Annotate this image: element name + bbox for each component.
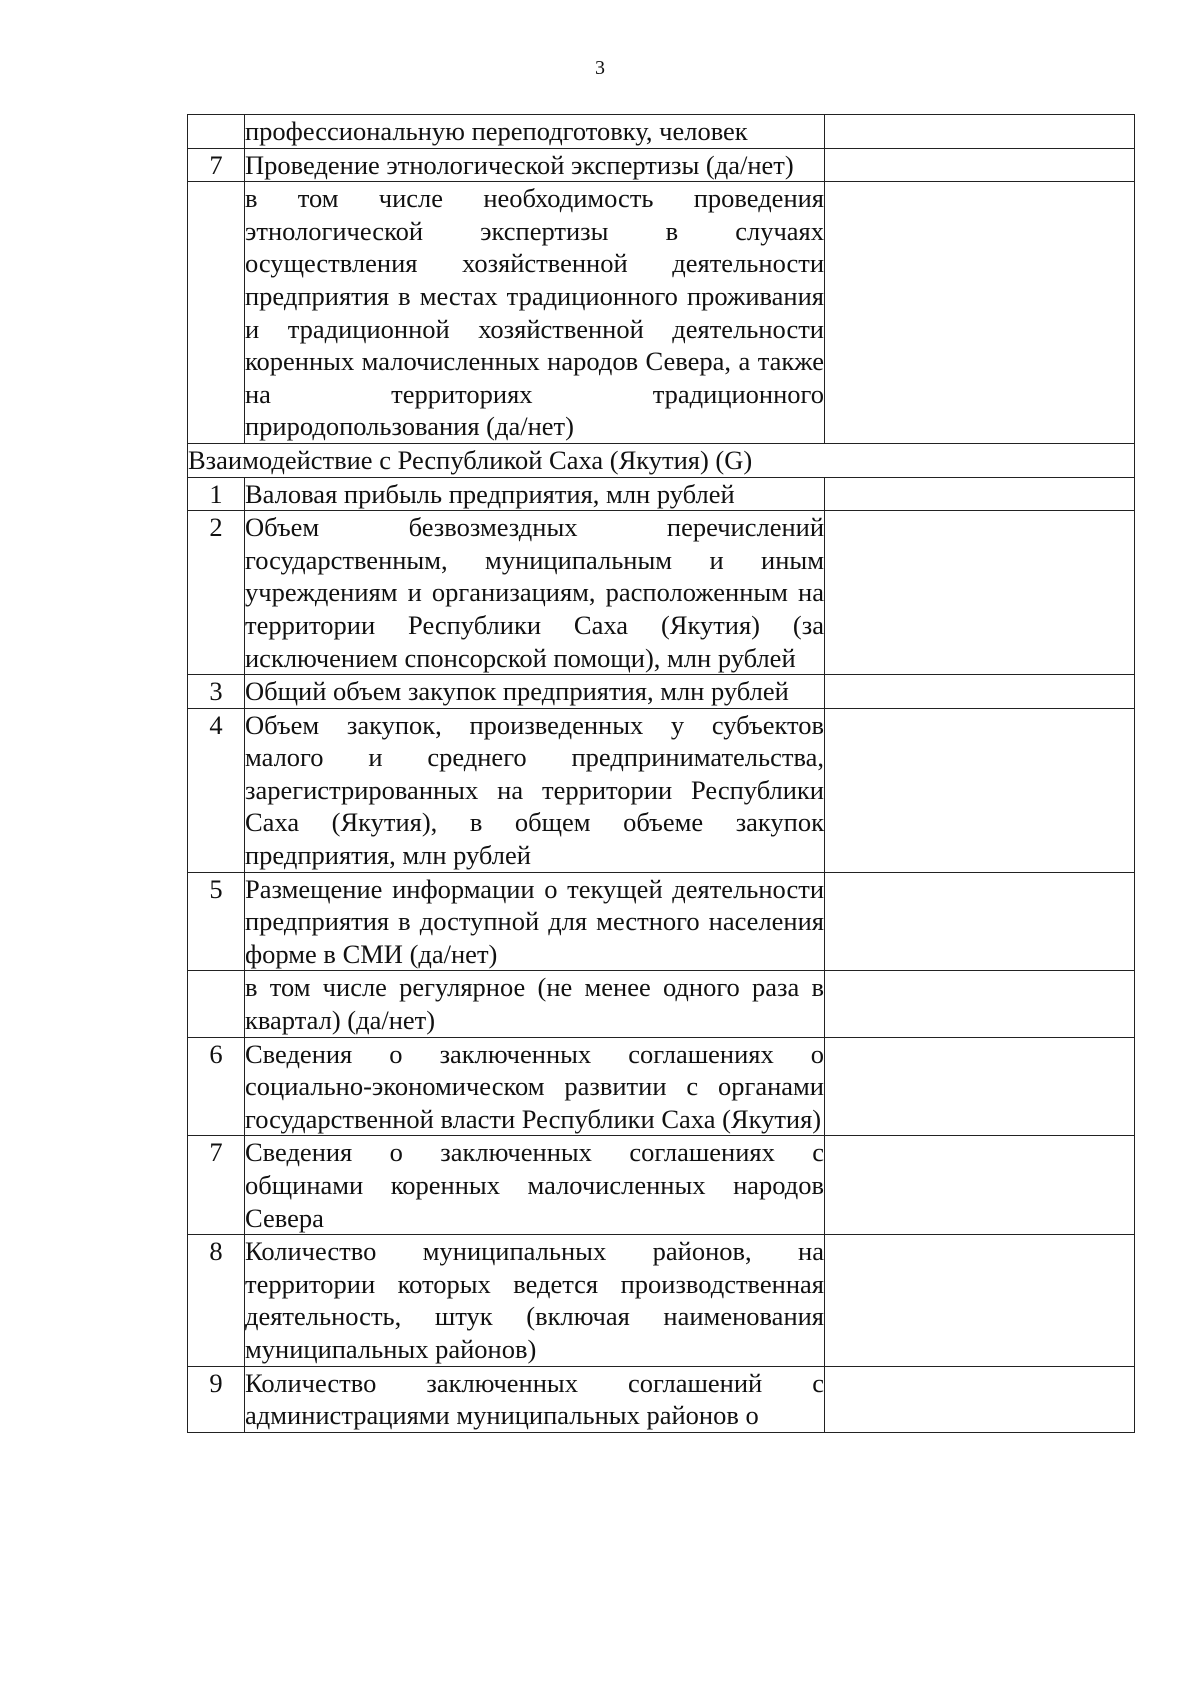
table-row xyxy=(188,971,1135,1037)
row-number: 8 xyxy=(188,1235,245,1366)
row-value xyxy=(825,511,1135,675)
section-title: Взаимодействие с Республикой Саха (Якутия) (G) xyxy=(188,443,1135,477)
indicators-table xyxy=(187,114,1135,1433)
row-value xyxy=(825,1037,1135,1136)
table-row xyxy=(188,511,1135,675)
row-value xyxy=(825,971,1135,1037)
table-row xyxy=(188,1235,1135,1366)
row-value xyxy=(825,148,1135,182)
table-row xyxy=(188,1136,1135,1235)
row-number: 7 xyxy=(188,1136,245,1235)
section-header-row xyxy=(188,443,1135,477)
table-row xyxy=(188,477,1135,511)
row-text: Количество заключенных соглашений с администрациями муниципальных районов о xyxy=(245,1366,825,1432)
row-value xyxy=(825,708,1135,872)
row-text: Сведения о заключенных соглашениях с общинами коренных малочисленных народов Севера xyxy=(245,1136,825,1235)
table-row xyxy=(188,115,1135,149)
table-row xyxy=(188,675,1135,709)
row-text: Общий объем закупок предприятия, млн рублей xyxy=(245,675,825,709)
row-number: 2 xyxy=(188,511,245,675)
table-row xyxy=(188,872,1135,971)
row-number: 9 xyxy=(188,1366,245,1432)
row-text: Объем закупок, произведенных у субъектов малого и среднего предпринимательства, зарегистрированных на территории Республики Саха (Якутия), в общем объеме закупок предприятия, млн рублей xyxy=(245,708,825,872)
table-row xyxy=(188,1037,1135,1136)
row-value xyxy=(825,1366,1135,1432)
row-value xyxy=(825,182,1135,444)
row-number: 4 xyxy=(188,708,245,872)
row-text: Проведение этнологической экспертизы (да/нет) xyxy=(245,148,825,182)
row-text: Сведения о заключенных соглашениях о социально-экономическом развитии с органами государственной власти Республики Саха (Якутия) xyxy=(245,1037,825,1136)
row-value xyxy=(825,675,1135,709)
table-row xyxy=(188,182,1135,444)
row-number: 6 xyxy=(188,1037,245,1136)
row-number: 1 xyxy=(188,477,245,511)
row-number xyxy=(188,182,245,444)
row-value xyxy=(825,872,1135,971)
row-text: Размещение информации о текущей деятельности предприятия в доступной для местного населения форме в СМИ (да/нет) xyxy=(245,872,825,971)
row-number: 7 xyxy=(188,148,245,182)
row-text: в том числе необходимость проведения этнологической экспертизы в случаях осуществления хозяйственной деятельности предприятия в местах традиционного проживания и традиционной хозяйственной деятельности коренных малочисленных народов Севера, а также на территориях традиционного природопользования (да/нет) xyxy=(245,182,825,444)
row-value xyxy=(825,1136,1135,1235)
row-text: Объем безвозмездных перечислений государственным, муниципальным и иным учреждениям и организациям, расположенным на территории Республики Саха (Якутия) (за исключением спонсорской помощи), млн рублей xyxy=(245,511,825,675)
row-text: в том числе регулярное (не менее одного раза в квартал) (да/нет) xyxy=(245,971,825,1037)
table-row xyxy=(188,708,1135,872)
table-row xyxy=(188,1366,1135,1432)
row-text: Количество муниципальных районов, на территории которых ведется производственная деятельность, штук (включая наименования муниципальных районов) xyxy=(245,1235,825,1366)
row-number xyxy=(188,971,245,1037)
row-number: 5 xyxy=(188,872,245,971)
row-number xyxy=(188,115,245,149)
row-text: профессиональную переподготовку, человек xyxy=(245,115,825,149)
row-number: 3 xyxy=(188,675,245,709)
page-number: 3 xyxy=(595,57,605,79)
row-value xyxy=(825,477,1135,511)
row-value xyxy=(825,115,1135,149)
table-row xyxy=(188,148,1135,182)
row-value xyxy=(825,1235,1135,1366)
row-text: Валовая прибыль предприятия, млн рублей xyxy=(245,477,825,511)
